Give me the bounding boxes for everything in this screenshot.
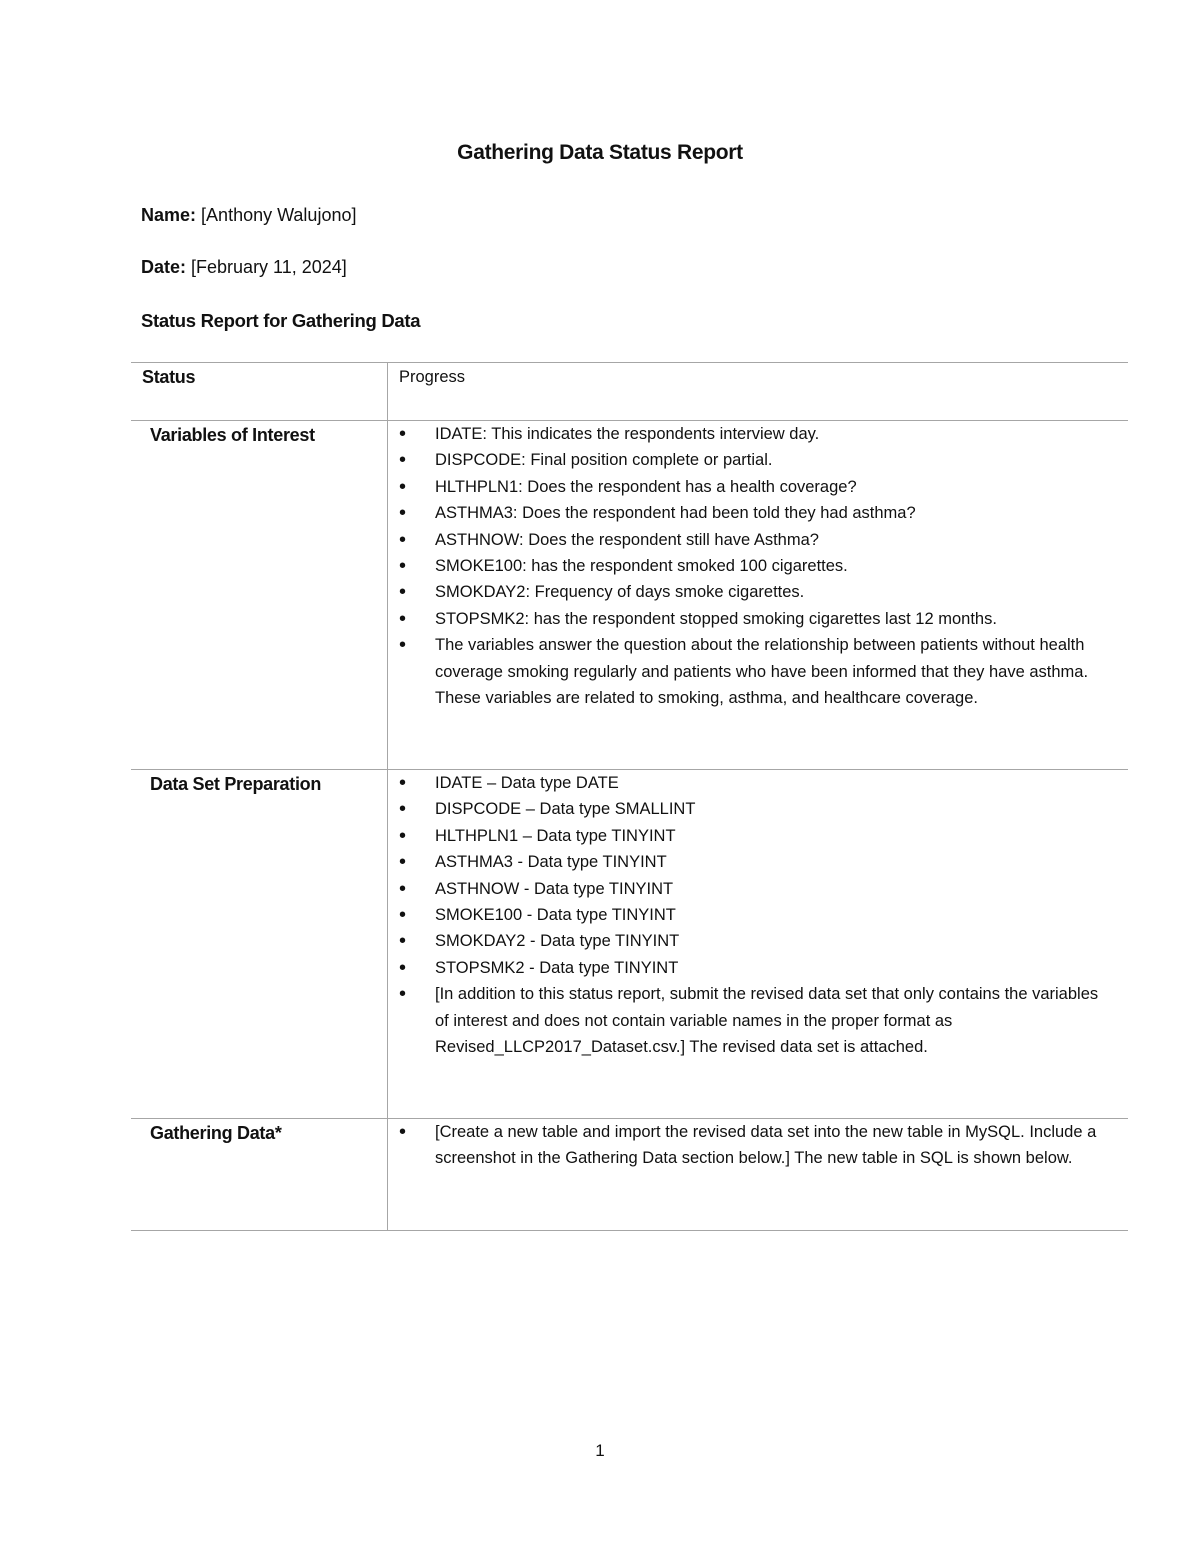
name-value: [Anthony Walujono]: [201, 205, 357, 225]
list-item: • ASTHMA3 - Data type TINYINT: [435, 849, 1108, 875]
list-item: • SMOKE100 - Data type TINYINT: [435, 902, 1108, 928]
row-label-gathering-data: Gathering Data*: [150, 1123, 282, 1143]
status-column-header: Status: [142, 367, 196, 387]
document-title: Gathering Data Status Report: [457, 141, 743, 164]
row-label-data-set-preparation: Data Set Preparation: [150, 774, 322, 794]
list-item: • SMOKDAY2 - Data type TINYINT: [435, 928, 1108, 954]
list-item: • ASTHNOW: Does the respondent still have Asthma?: [435, 527, 1108, 553]
list-item: • DISPCODE: Final position complete or partial.: [435, 447, 1108, 473]
list-item: • ASTHNOW - Data type TINYINT: [435, 876, 1108, 902]
progress-column-header: Progress: [399, 368, 466, 386]
date-value: [February 11, 2024]: [191, 257, 347, 277]
name-label: Name:: [141, 205, 197, 225]
page-number: 1: [595, 1441, 605, 1460]
list-item: • SMOKDAY2: Frequency of days smoke cigarettes.: [435, 579, 1108, 605]
name-line: [141, 205, 356, 226]
table-row: [131, 1119, 1128, 1231]
list-item: • IDATE – Data type DATE: [435, 770, 1108, 796]
list-item: • SMOKE100: has the respondent smoked 100 cigarettes.: [435, 553, 1108, 579]
date-line: [141, 257, 347, 278]
table-row: [131, 421, 1128, 770]
table-row: [131, 770, 1128, 1119]
list-item: • [Create a new table and import the revised data set into the new table in MySQL. Include a screenshot in the Gathering Data section below.] The new table in SQL is shown below.: [435, 1119, 1108, 1172]
variables-list: [388, 421, 1128, 711]
list-item: • ASTHMA3: Does the respondent had been told they had asthma?: [435, 500, 1108, 526]
gathering-data-list: [388, 1119, 1128, 1172]
status-table: [131, 362, 1128, 1231]
section-heading: Status Report for Gathering Data: [141, 310, 421, 331]
list-item: • HLTHPLN1: Does the respondent has a health coverage?: [435, 474, 1108, 500]
data-types-list: [388, 770, 1128, 1060]
list-item: • DISPCODE – Data type SMALLINT: [435, 796, 1108, 822]
list-item: • [In addition to this status report, submit the revised data set that only contains the variables of interest and does not contain variable names in the proper format as Revised_LLCP2017_Dataset.csv.] The revised data set is attached.: [435, 981, 1108, 1060]
table-header-row: [131, 363, 1128, 421]
list-item: • HLTHPLN1 – Data type TINYINT: [435, 823, 1108, 849]
row-label-variables-of-interest: Variables of Interest: [150, 425, 315, 445]
list-item: • IDATE: This indicates the respondents interview day.: [435, 421, 1108, 447]
list-item: • STOPSMK2 - Data type TINYINT: [435, 955, 1108, 981]
date-label: Date:: [141, 257, 187, 277]
list-item: • The variables answer the question about the relationship between patients without health coverage smoking regularly and patients who have been informed that they have asthma. These variables are related to smoking, asthma, and healthcare coverage.: [435, 632, 1108, 711]
list-item: • STOPSMK2: has the respondent stopped smoking cigarettes last 12 months.: [435, 606, 1108, 632]
